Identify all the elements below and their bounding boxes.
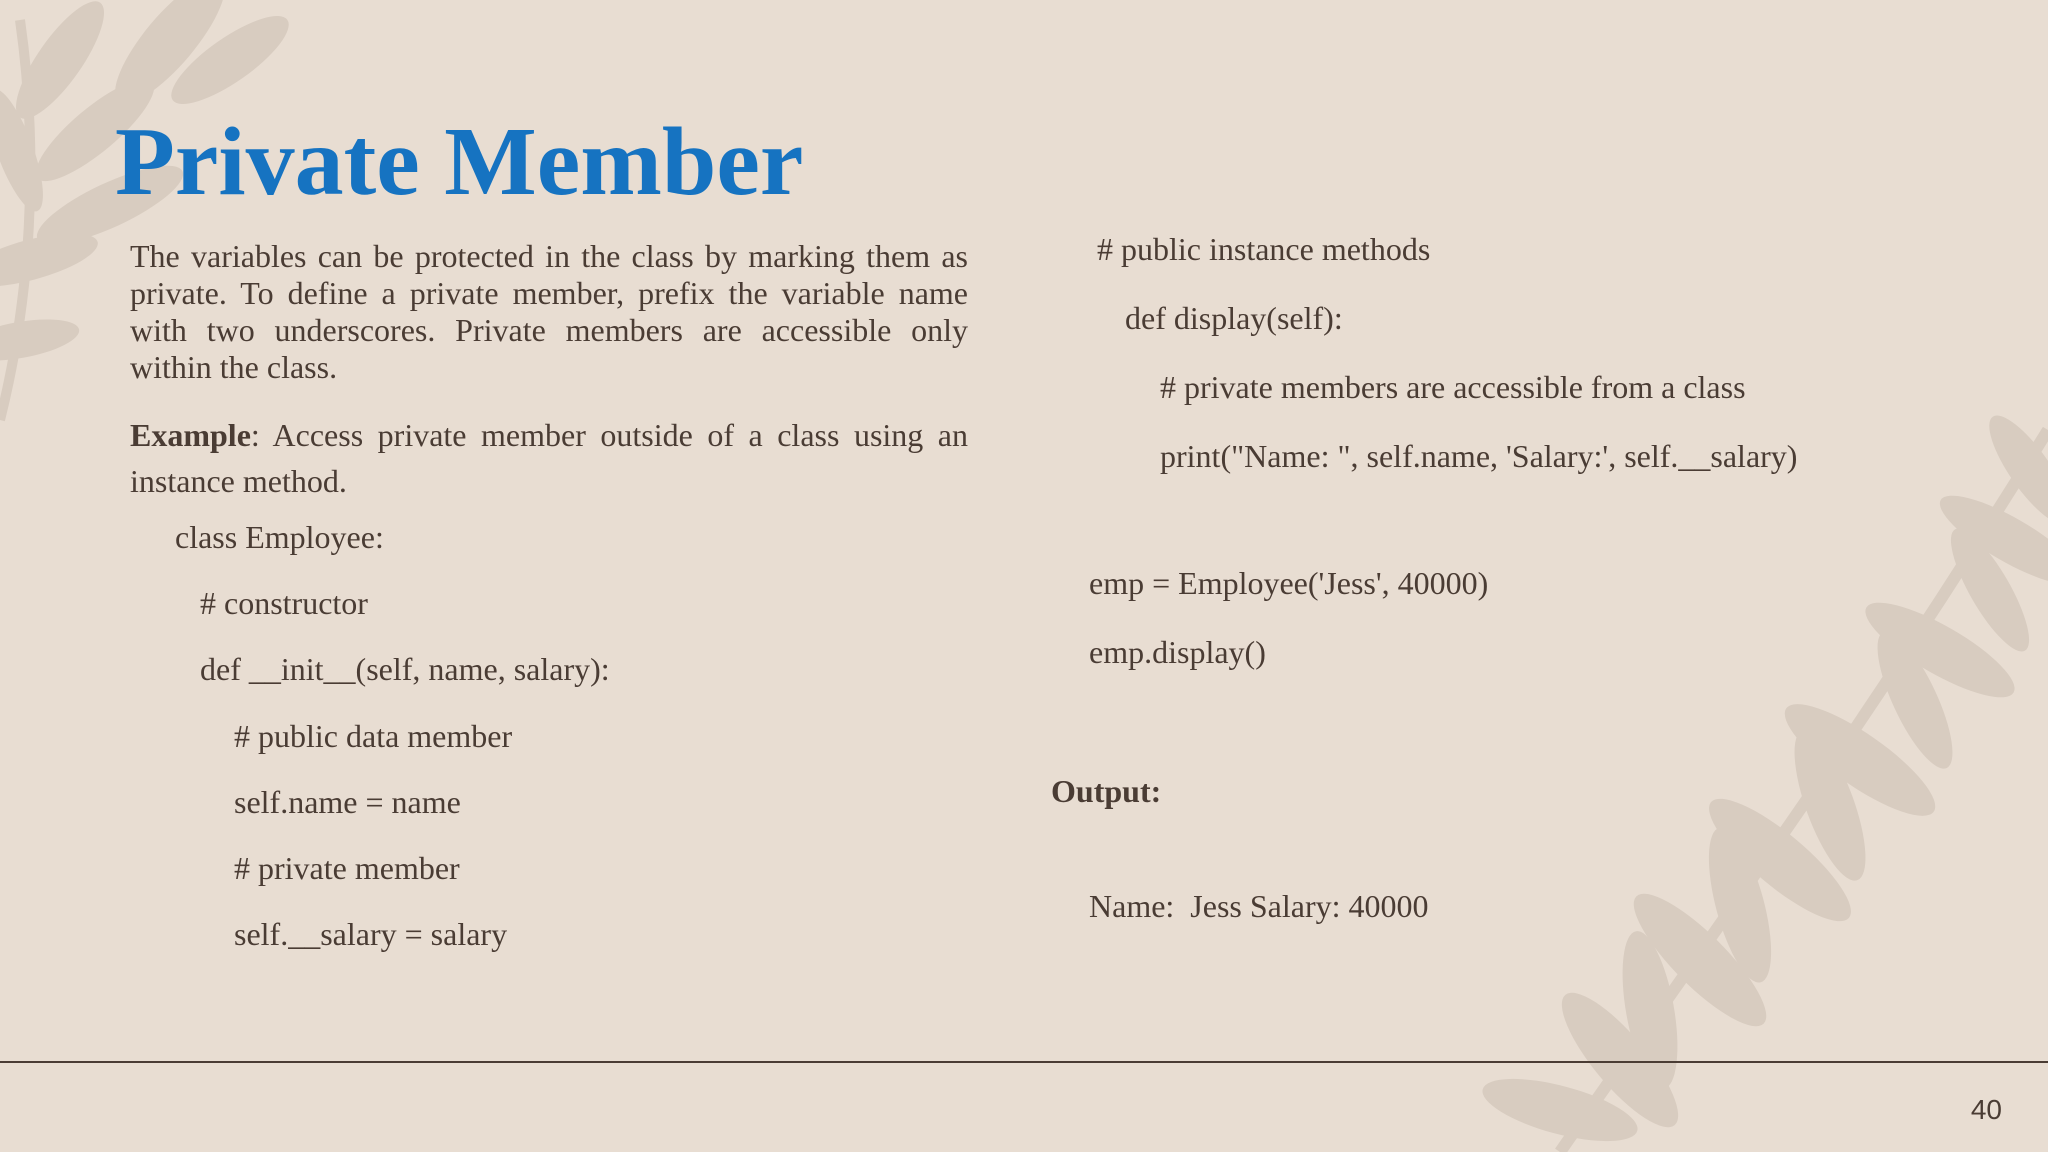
footer-divider xyxy=(0,1061,2048,1063)
code-line-left: self.__salary = salary xyxy=(234,916,508,952)
code-line-left: # private member xyxy=(234,850,460,886)
example-text: : Access private member outside of a class using an instance method. xyxy=(130,417,968,499)
intro-paragraph: The variables can be protected in the class by marking them as private. To define a private member, prefix the variable name with two underscores. Private members are accessible only within the class. xyxy=(130,238,968,385)
code-line-right: emp.display() xyxy=(1089,634,1266,670)
output-value: Name: Jess Salary: 40000 xyxy=(1089,888,1429,924)
code-line-right: emp = Employee('Jess', 40000) xyxy=(1089,565,1489,601)
code-line-right: print("Name: ", self.name, 'Salary:', self.__salary) xyxy=(1160,438,1798,474)
code-line-right: def display(self): xyxy=(1125,300,1343,336)
code-line-left: class Employee: xyxy=(175,519,384,555)
code-line-left: self.name = name xyxy=(234,784,461,820)
code-line-right: # public instance methods xyxy=(1097,231,1431,267)
code-line-left: def __init__(self, name, salary): xyxy=(200,651,610,687)
output-label: Output: xyxy=(1051,773,1162,809)
code-line-right: # private members are accessible from a class xyxy=(1160,369,1746,405)
code-line-left: # public data member xyxy=(234,718,513,754)
page-number: 40 xyxy=(1970,1094,2002,1125)
code-line-left: # constructor xyxy=(200,585,368,621)
example-paragraph xyxy=(130,412,968,504)
page-title: Private Member xyxy=(115,108,804,216)
example-label: Example xyxy=(130,417,251,453)
